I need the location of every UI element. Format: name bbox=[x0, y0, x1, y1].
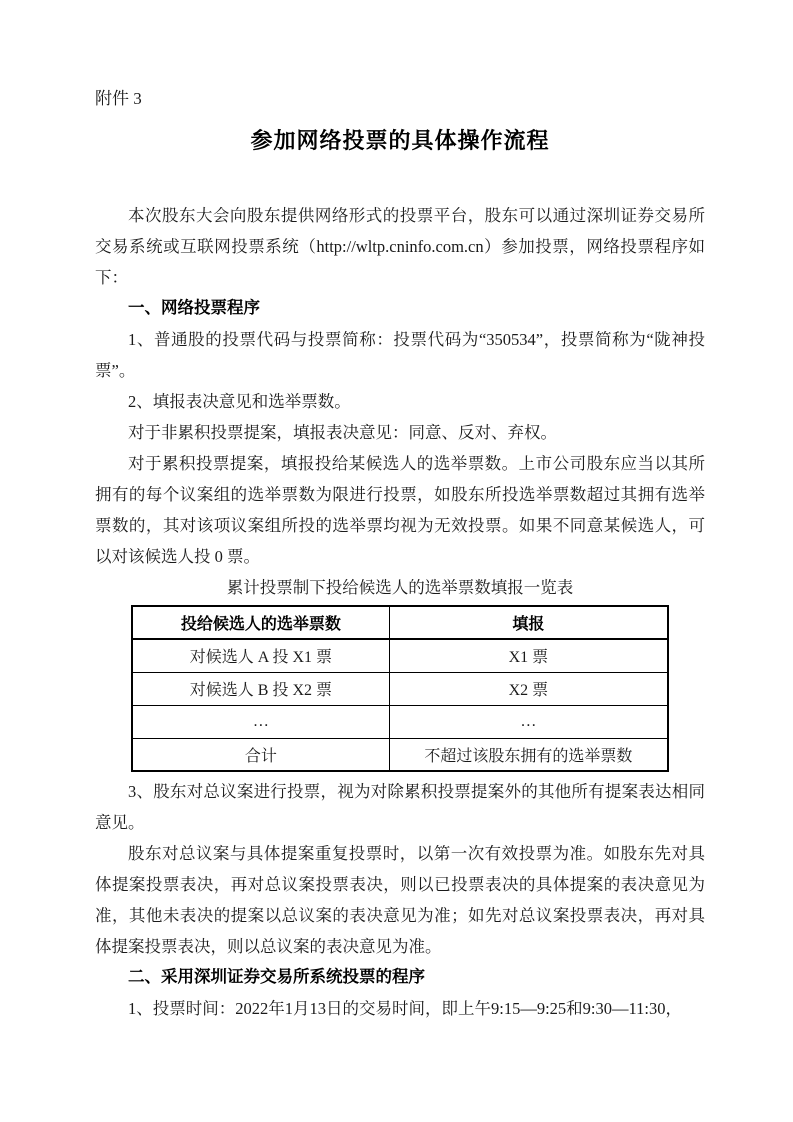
table-header-row bbox=[132, 606, 668, 639]
paragraph-duplicate-vote: 股东对总议案与具体提案重复投票时，以第一次有效投票为准。如股东先对具体提案投票表决，再对总议案投票表决，则以已投票表决的具体提案的表决意见为准，其他未表决的提案以总议案的表决意见为准；如先对总议案投票表决，再对具体提案投票表决，则以总议案的表决意见为准。 bbox=[95, 844, 705, 956]
table-cell: 对候选人 A 投 X1 票 bbox=[132, 639, 389, 672]
paragraph-non-cumulative: 对于非累积投票提案，填报表决意见：同意、反对、弃权。 bbox=[128, 423, 557, 442]
table-row bbox=[132, 705, 668, 738]
table-cell: X1 票 bbox=[389, 639, 668, 672]
paragraph-vote-time: 1、投票时间：2022年1月13日的交易时间，即上午9:15—9:25和9:30—11:30， bbox=[128, 999, 682, 1018]
table-row bbox=[132, 672, 668, 705]
table-cell: … bbox=[389, 705, 668, 738]
table-cell: X2 票 bbox=[389, 672, 668, 705]
table-cell: 合计 bbox=[132, 738, 389, 771]
section-1-heading: 一、网络投票程序 bbox=[128, 299, 260, 317]
table-row bbox=[132, 738, 668, 771]
table-cell: 对候选人 B 投 X2 票 bbox=[132, 672, 389, 705]
intro-paragraph: 本次股东大会向股东提供网络形式的投票平台，股东可以通过深圳证券交易所交易系统或互联网投票系统（http://wltp.cninfo.com.cn）参加投票，网络投票程序如下： bbox=[95, 206, 705, 287]
paragraph-fill-opinion: 2、填报表决意见和选举票数。 bbox=[128, 392, 351, 411]
paragraph-cumulative: 对于累积投票提案，填报投给某候选人的选举票数。上市公司股东应当以其所拥有的每个议案组的选举票数为限进行投票，如股东所投选举票数超过其拥有选举票数的，其对该项议案组所投的选举票均视为无效投票。如果不同意某候选人，可以对该候选人投 0 票。 bbox=[95, 454, 705, 566]
table-row bbox=[132, 639, 668, 672]
attachment-label: 附件 3 bbox=[95, 89, 142, 108]
paragraph-vote-code: 1、普通股的投票代码与投票简称：投票代码为“350534”，投票简称为“陇神投票”。 bbox=[95, 330, 705, 380]
table-header-fill: 填报 bbox=[389, 606, 668, 639]
voting-table bbox=[131, 605, 669, 772]
section-2-heading: 二、采用深圳证券交易所系统投票的程序 bbox=[128, 968, 425, 986]
table-cell: … bbox=[132, 705, 389, 738]
document-title: 参加网络投票的具体操作流程 bbox=[250, 128, 550, 153]
document-body bbox=[95, 200, 705, 1024]
table-cell: 不超过该股东拥有的选举票数 bbox=[389, 738, 668, 771]
paragraph-general-proposal: 3、股东对总议案进行投票，视为对除累积投票提案外的其他所有提案表达相同意见。 bbox=[95, 782, 705, 832]
table-header-votes: 投给候选人的选举票数 bbox=[132, 606, 389, 639]
table-caption: 累计投票制下投给候选人的选举票数填报一览表 bbox=[226, 578, 574, 597]
